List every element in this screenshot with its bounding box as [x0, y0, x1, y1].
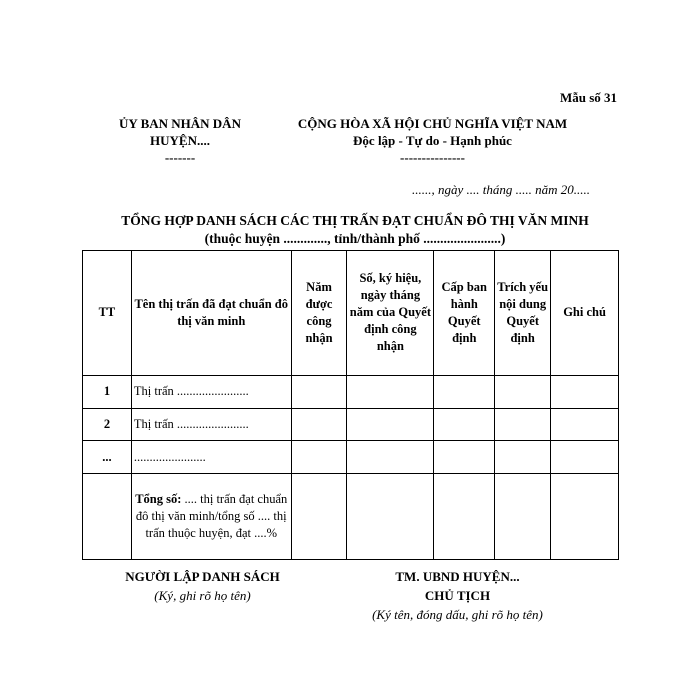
row-tt: ... — [83, 441, 132, 474]
authority-divider: ------- — [164, 150, 196, 165]
col-header-tt: TT — [83, 251, 132, 376]
col-header-note: Ghi chú — [551, 251, 619, 376]
row-cell — [551, 441, 619, 474]
row-cell — [347, 408, 434, 441]
title-line1: TỔNG HỢP DANH SÁCH CÁC THỊ TRẤN ĐẠT CHUẨN ĐÔ THỊ VĂN MINH — [121, 213, 589, 228]
committee-title: TM. UBND HUYỆN... — [395, 569, 520, 584]
row-cell — [495, 474, 551, 560]
national-motto-header — [280, 115, 585, 166]
col-header-summary: Trích yếu nội dung Quyết định — [495, 251, 551, 376]
row-cell — [495, 408, 551, 441]
row-cell — [291, 375, 347, 408]
country-name: CỘNG HÒA XÃ HỘI CHỦ NGHĨA VIỆT NAM — [297, 116, 568, 131]
total-tt-cell — [83, 474, 132, 560]
row-cell — [291, 408, 347, 441]
summary-table — [82, 250, 619, 560]
row-cell — [434, 375, 495, 408]
col-header-town-name: Tên thị trấn đã đạt chuẩn đô thị văn minh — [131, 251, 291, 376]
row-town-name: ....................... — [131, 441, 291, 474]
row-cell — [495, 441, 551, 474]
document-title — [60, 212, 650, 248]
row-cell — [434, 408, 495, 441]
total-summary — [131, 474, 291, 560]
chairman-signature-block — [355, 567, 560, 624]
col-header-year: Năm được công nhận — [291, 251, 347, 376]
preparer-title: NGƯỜI LẬP DANH SÁCH — [125, 569, 280, 584]
row-cell — [347, 474, 434, 560]
title-line2: (thuộc huyện ............., tỉnh/thành phố .......................) — [204, 231, 506, 246]
row-cell — [347, 375, 434, 408]
col-header-issuing-level: Cấp ban hành Quyết định — [434, 251, 495, 376]
row-town-name: Thị trấn ....................... — [131, 375, 291, 408]
row-tt: 2 — [83, 408, 132, 441]
total-text: .... thị trấn đạt chuẩn đô thị văn minh/tổng số .... thị trấn thuộc huyện, đạt ....% — [135, 492, 288, 540]
row-cell — [551, 408, 619, 441]
table-row — [83, 408, 619, 441]
issuing-authority-header — [105, 115, 255, 166]
motto: Độc lập - Tự do - Hạnh phúc — [353, 133, 512, 148]
col-header-decision-number: Số, ký hiệu, ngày tháng năm của Quyết định công nhận — [347, 251, 434, 376]
row-cell — [434, 441, 495, 474]
chairman-note: (Ký tên, đóng dấu, ghi rõ họ tên) — [372, 607, 543, 622]
row-cell — [551, 375, 619, 408]
form-code: Mẫu số 31 — [559, 90, 617, 105]
authority-line1: ỦY BAN NHÂN DÂN — [119, 116, 241, 131]
row-cell — [291, 474, 347, 560]
motto-divider: --------------- — [400, 150, 465, 165]
date-line: ......, ngày .... tháng ..... năm 20..... — [411, 182, 590, 197]
row-town-name: Thị trấn ....................... — [131, 408, 291, 441]
row-cell — [347, 441, 434, 474]
row-cell — [434, 474, 495, 560]
table-row — [83, 441, 619, 474]
row-tt: 1 — [83, 375, 132, 408]
chairman-role: CHỦ TỊCH — [424, 588, 491, 603]
table-header-row — [83, 251, 619, 376]
row-cell — [495, 375, 551, 408]
row-cell — [551, 474, 619, 560]
authority-line2: HUYỆN.... — [150, 133, 210, 148]
total-label: Tổng số: — [135, 492, 182, 506]
row-cell — [291, 441, 347, 474]
preparer-note: (Ký, ghi rõ họ tên) — [154, 588, 251, 603]
table-row — [83, 375, 619, 408]
preparer-signature-block — [110, 567, 295, 605]
total-row — [83, 474, 619, 560]
